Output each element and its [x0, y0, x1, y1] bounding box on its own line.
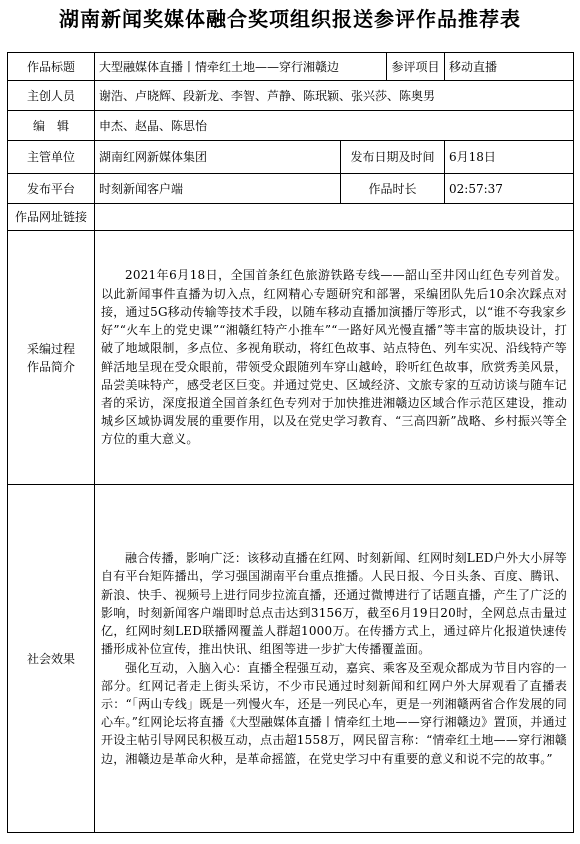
row-link — [8, 204, 574, 231]
label-process-line2: 作品简介 — [26, 359, 75, 374]
label-platform: 发布平台 — [8, 174, 95, 204]
label-duration: 作品时长 — [341, 174, 445, 204]
row-platform — [8, 174, 574, 204]
page-title: 湖南新闻奖媒体融合奖项组织报送参评作品推荐表 — [59, 7, 521, 31]
recommendation-form — [7, 52, 574, 833]
row-work-title — [8, 53, 574, 81]
row-editors — [8, 111, 574, 141]
label-creators: 主创人员 — [8, 81, 95, 111]
label-work-title: 作品标题 — [8, 53, 95, 81]
value-link — [95, 204, 574, 231]
process-paragraph: 2021年6月18日，全国首条红色旅游铁路专线——韶山至井冈山红色专列首发。以此新闻事件直播为切入点，红网精心专题研究和部署，采编团队先后10余次踩点对接，通过5G移动传输等技术手段，以随车移动直播加演播厅等形式，以“谁不夸我家乡好”“火车上的党史课”“湘赣红特产小推车”“一路好风光慢直播”等丰富的版块设计，打破了地域限制，多点位、多视角联动，将红色故事、站点特色、列车实况、沿线特产等鲜活地呈现在受众眼前，带领受众跟随列车穿山越岭，聆听红色故事，欣赏秀美风景，品尝美味特产，感受老区巨变。并通过党史、区域经济、文旅专家的互动访谈与随车记者的采访，深度报道全国首条红色专列对于加快推进湘赣边区域合作示范区建设，推动城乡区域协调发展的重要作用，以及在党史学习教育、“三高四新”战略、乡村振兴等全方位的重大意义。 — [101, 268, 568, 447]
label-publish-date: 发布日期及时间 — [341, 141, 445, 174]
value-creators: 谢浩、卢晓辉、段新龙、李智、芦静、陈珉颖、张兴莎、陈奥男 — [95, 81, 574, 111]
row-process — [8, 231, 574, 485]
row-unit — [8, 141, 574, 174]
effect-paragraph-1: 融合传播，影响广泛：该移动直播在红网、时刻新闻、红网时刻LED户外大小屏等自有平台矩阵播出，学习强国湖南平台重点推播。人民日报、今日头条、百度、腾讯、新浪、快手、视频号上进行同步拉流直播，还通过微博进行了话题直播，产生了广泛的影响，时刻新闻客户端即时总点击达到3156万，截至6月19日20时，全网总点击量过亿，红网时刻LED联播网覆盖人群超1000万。在传播方式上，通过碎片化报道快速传播形成补位宣传，推出快讯、组图等进一步扩大传播覆盖面。 — [101, 551, 568, 657]
value-entry-category: 移动直播 — [445, 53, 574, 81]
label-entry-category: 参评项目 — [387, 53, 445, 81]
label-process-line1: 采编过程 — [26, 341, 75, 356]
label-effect: 社会效果 — [8, 485, 95, 833]
effect-paragraph-2: 强化互动，入脑入心：直播全程强互动，嘉宾、乘客及至观众都成为节目内容的一部分。红网记者走上街头采访，不少市民通过时刻新闻和红网户外大屏观看了直播表示：“「两山专线」既是一列慢火车，还是一列民心车，更是一列湘赣两省合作发展的同心车。”红网论坛将直播《大型融媒体直播丨情牵红土地——穿行湘赣边》置顶，并通过开设主帖引导网民积极互动，点击超1558万，网民留言称：“情牵红土地——穿行湘赣边，湘赣边是革命火种，是革命摇篮，在党史学习中有重要的意义和说不完的故事。” — [101, 660, 568, 766]
value-publish-date: 6月18日 — [445, 141, 574, 174]
row-creators — [8, 81, 574, 111]
value-process — [95, 231, 574, 485]
value-platform: 时刻新闻客户端 — [95, 174, 341, 204]
row-effect — [8, 485, 574, 833]
value-effect — [95, 485, 574, 833]
label-process — [8, 231, 95, 485]
label-editors: 编 辑 — [8, 111, 95, 141]
value-duration: 02:57:37 — [445, 174, 574, 204]
label-link: 作品网址链接 — [8, 204, 95, 231]
label-unit: 主管单位 — [8, 141, 95, 174]
value-editors: 申杰、赵晶、陈思怡 — [95, 111, 574, 141]
value-unit: 湖南红网新媒体集团 — [95, 141, 341, 174]
value-work-title: 大型融媒体直播丨情牵红土地——穿行湘赣边 — [95, 53, 387, 81]
